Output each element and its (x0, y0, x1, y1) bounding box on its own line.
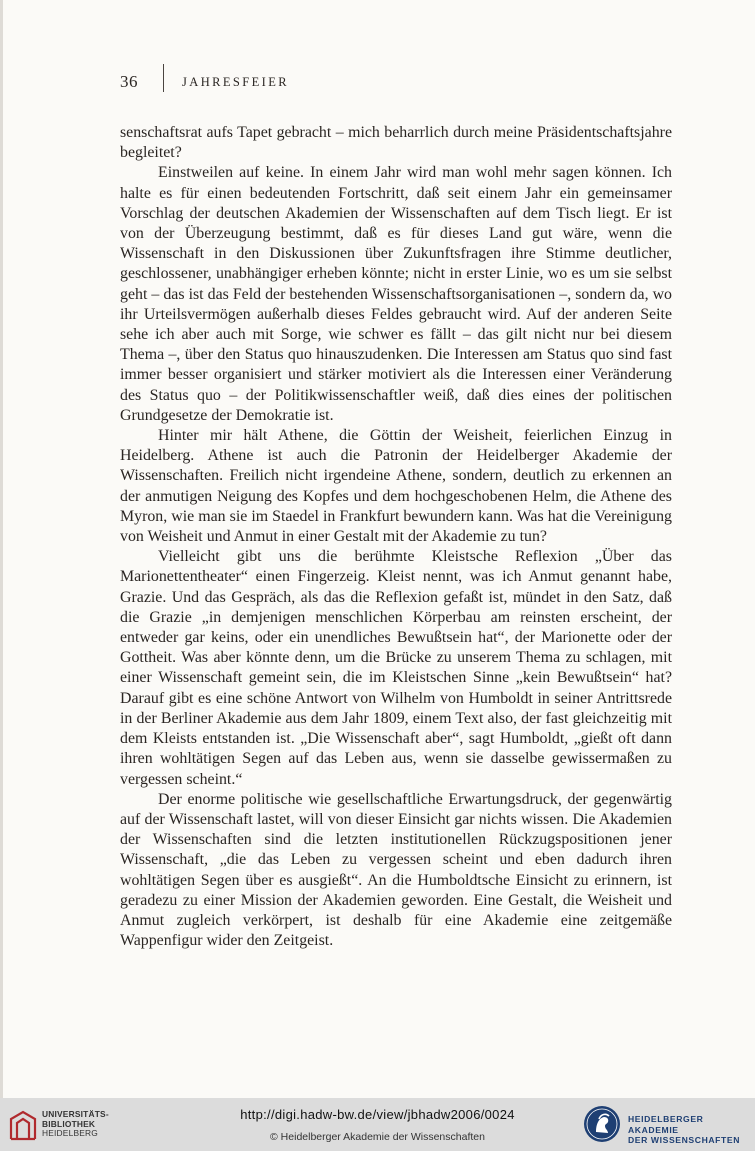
paragraph-1: senschaftsrat aufs Tapet gebracht – mich beharrlich durch meine Präsidentschaftsjahre begleitet? (120, 124, 672, 162)
academy-name-line-1: HEIDELBERGER AKADEMIE (628, 1114, 704, 1135)
running-head (120, 70, 680, 94)
body-text (120, 123, 672, 951)
library-name-line-1: UNIVERSITÄTS- (42, 1109, 109, 1119)
page-edge (0, 0, 3, 1098)
academy-seal-icon[interactable] (583, 1105, 621, 1143)
running-title: JAHRESFEIER (182, 75, 289, 89)
paragraph-5: Der enorme politische wie gesellschaftliche Erwartungsdruck, der gegenwärtig auf der Wissenschaft lastet, will von dieser Einsicht gar nichts wissen. Die Akademien der Wissenschaften sind die letzten institutionellen Rückzugspositionen jener Wissenschaft, „die das Leben zu vergessen scheint und eben dadurch ihren wohltätigen Segen über es ausgießt“. An die Humboldtsche Einsicht zu erinnern, ist geradezu zu einer Mission der Akademien geworden. Eine Gestalt, die Weisheit und Anmut zugleich verkörpert, ist deshalb für eine Akademie eine zeitgemäße Wappenfigur wider den Zeitgeist. (120, 790, 672, 950)
paragraph-2: Einstweilen auf keine. In einem Jahr wird man wohl mehr sagen können. Ich halte es für einen bedeutenden Fortschritt, daß seit einem Jahr ein gemeinsamer Vorschlag der deutschen Akademien der Wissenschaften auf dem Tisch liegt. Er ist von der Überzeugung bestimmt, daß es für dieses Land gut wäre, wenn die Wissenschaft in den Diskussionen über Zukunftsfragen ihre Stimme deutlicher, geschlossener, unabhängiger erheben könnte; nicht in erster Linie, wo es um sie selbst geht – das ist das Feld der bestehenden Wissenschaftsorganisationen –, sondern da, wo ihr Urteilsvermögen außerhalb dieses Feldes gebraucht wird. Auf der anderen Seite sehe ich aber auch mit Sorge, wie schwer es fällt – das gilt nicht nur bei diesem Thema –, über den Status quo hinauszudenken. Die Interessen am Status quo sind fast immer besser organisiert und stärker motiviert als die Interessen einer Veränderung des Status quo – der Politikwissenschaftler weiß, daß dies eines der politischen Grundgesetze der Demokratie ist. (120, 164, 672, 424)
copyright-notice: © Heidelberger Akademie der Wissenschaften (270, 1131, 485, 1143)
header-divider (163, 64, 164, 92)
paragraph-4: Vielleicht gibt uns die berühmte Kleistsche Reflexion „Über das Marionettentheater“ einen Fingerzeig. Kleist nennt, was ich Anmut genannt habe, Grazie. Und das Gespräch, als das die Reflexion gefaßt ist, mündet in den Satz, daß die Grazie „in demjenigen menschlichen Körperbau am reinsten erscheint, der entweder gar keins, oder ein unendliches Bewußtsein hat“, der Marionette oder der Gottheit. Was aber könnte denn, um die Brücke zu unserem Thema zu schlagen, mit einer Wissenschaft gemeint sein, die im Kleistschen Sinne „kein Bewußtsein“ hat? Darauf gibt es eine schöne Antwort von Wilhelm von Humboldt in seiner Antrittsrede in der Berliner Akademie aus dem Jahr 1809, einem Text also, der fast gleichzeitig mit dem Kleists entstanden ist. „Die Wissenschaft aber“, sagt Humboldt, „gießt oft dann ihren wohltätigen Segen auf das Leben aus, wenn sie dasselbe gewissermaßen zu vergessen scheint.“ (120, 548, 672, 788)
academy-name-line-2: DER WISSENSCHAFTEN (628, 1135, 741, 1145)
page-number: 36 (120, 72, 138, 91)
library-city: HEIDELBERG (42, 1128, 98, 1139)
paragraph-3: Hinter mir hält Athene, die Göttin der Weisheit, feierlichen Einzug in Heidelberg. Athene ist auch die Patronin der Heidelberger Akademie der Wissenschaften. Freilich nicht irgendeine Athene, sondern, deutlich zu erkennen an der anmutigen Neigung des Kopfes und dem hochgeschobenen Helm, die Athene des Myron, wie man sie im Staedel in Frankfurt bewundern kann. Was hat die Vereinigung von Weisheit und Anmut in einer Gestalt mit der Akademie zu tun? (120, 427, 672, 546)
academy-name (628, 1114, 755, 1146)
permalink-url[interactable]: http://digi.hadw-bw.de/view/jbhadw2006/0024 (240, 1107, 515, 1122)
footer-bar (0, 1098, 755, 1151)
library-name-line-2: BIBLIOTHEK (42, 1118, 96, 1129)
